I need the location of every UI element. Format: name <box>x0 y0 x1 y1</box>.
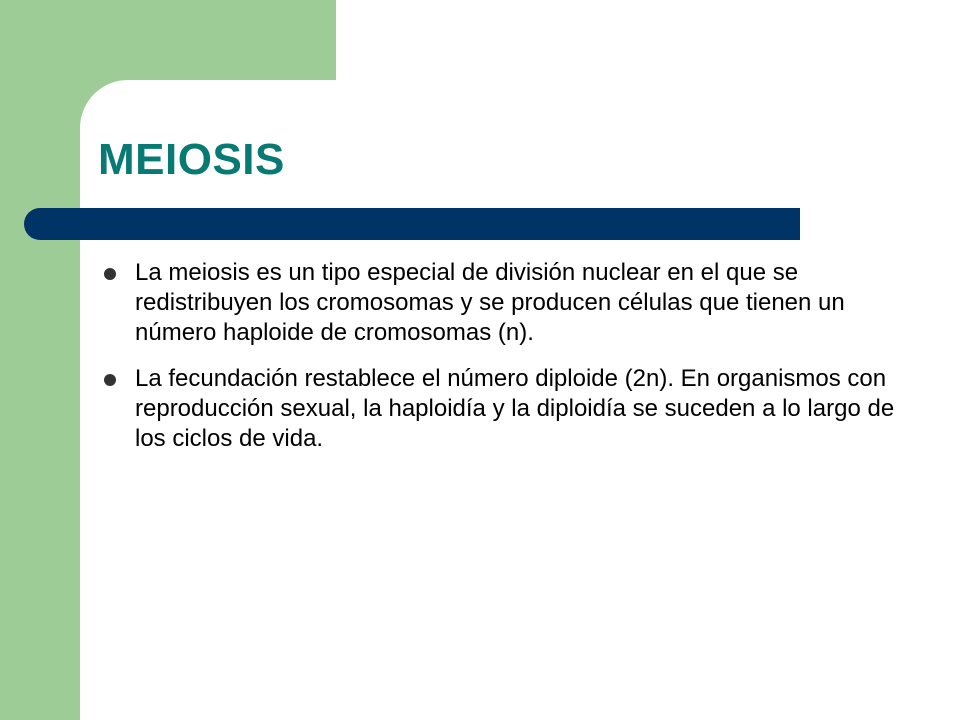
bullet-item <box>96 258 896 348</box>
bullet-list <box>96 258 896 470</box>
slide-title: MEIOSIS <box>98 135 285 184</box>
bullet-dot-icon <box>104 268 116 280</box>
bullet-item <box>96 364 896 454</box>
title-underline-bar <box>24 208 800 240</box>
bullet-text: La meiosis es un tipo especial de división nuclear en el que se redistribuyen los cromosomas y se producen células que tienen un número haploide de cromosomas (n). <box>135 259 845 346</box>
bullet-text: La fecundación restablece el número diploide (2n). En organismos con reproducción sexual, la haploidía y la diploidía se suceden a lo largo de los ciclos de vida. <box>135 365 895 452</box>
bullet-dot-icon <box>104 374 116 386</box>
